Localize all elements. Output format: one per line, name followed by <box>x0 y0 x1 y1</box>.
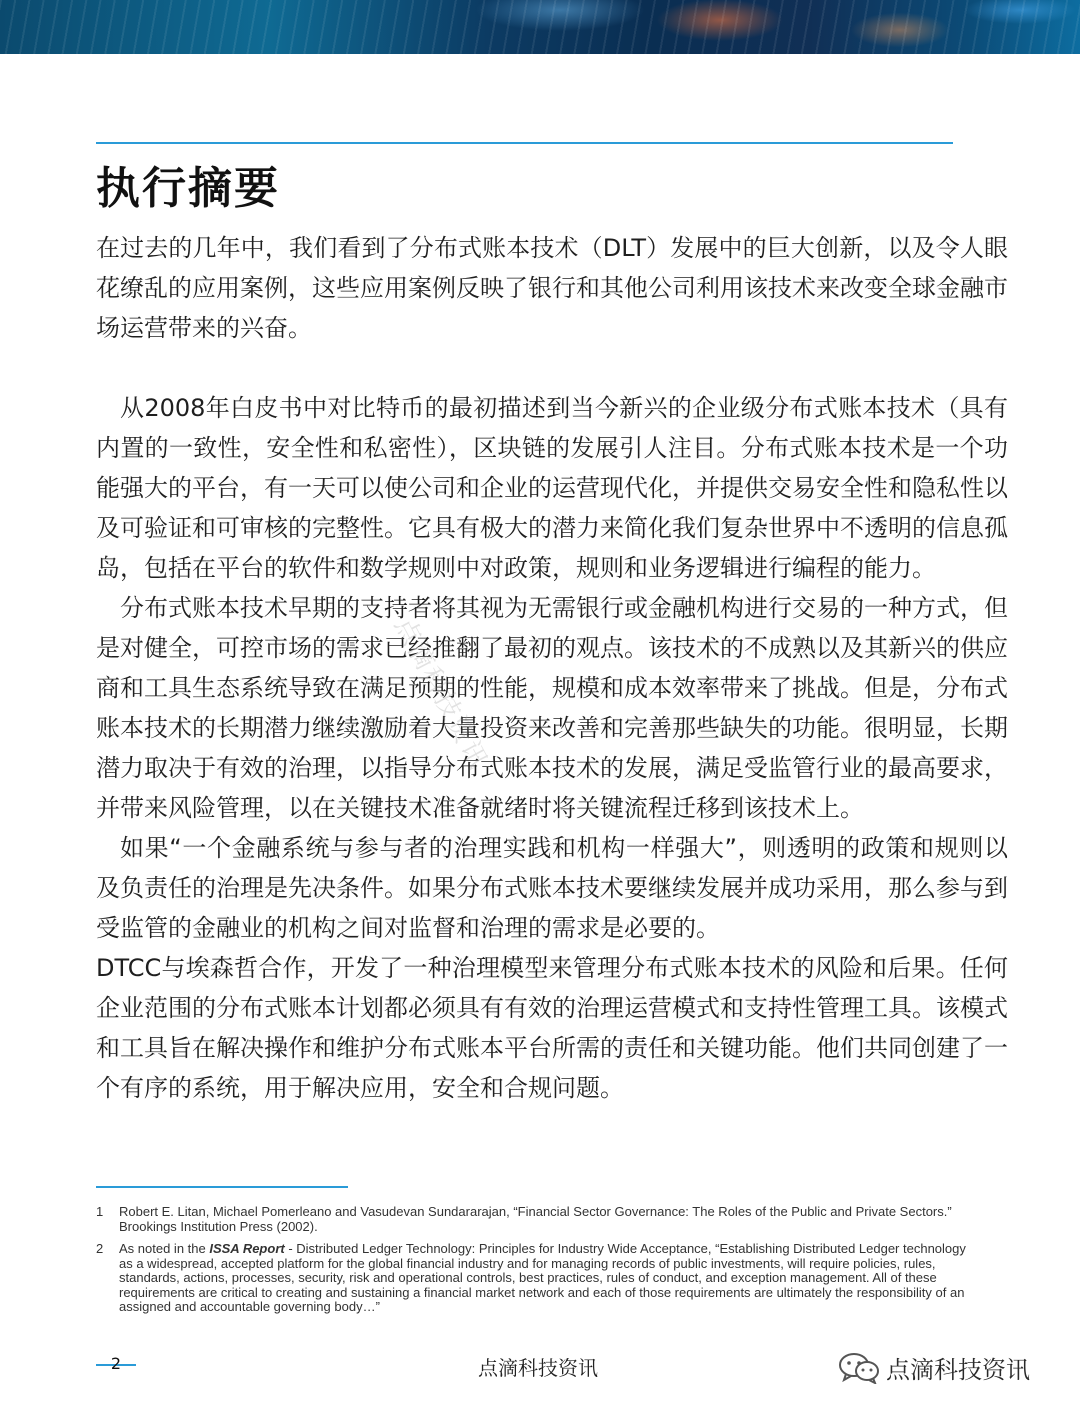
footnote-prefix: As noted in the <box>119 1241 210 1256</box>
footnote-number: 1 <box>96 1204 104 1219</box>
footnote-text: Robert E. Litan, Michael Pomerleano and Vasudevan Sundararajan, “Financial Sector Governance: The Roles of the Public and Private Sectors.” Brookings Institution Press (2002). <box>119 1204 952 1234</box>
footnote-report-title: ISSA Report <box>209 1241 285 1256</box>
paragraph-3: 分布式账本技术早期的支持者将其视为无需银行或金融机构进行交易的一种方式，但是对健全，可控市场的需求已经推翻了最初的观点。该技术的不成熟以及其新兴的供应商和工具生态系统导致在满足预期的性能，规模和成本效率带来了挑战。但是，分布式账本技术的长期潜力继续激励着大量投资来改善和完善那些缺失的功能。很明显，长期潜力取决于有效的治理，以指导分布式账本技术的发展，满足受监管行业的最高要求，并带来风险管理，以在关键技术准备就绪时将关键流程迁移到该技术上。 <box>96 594 1008 822</box>
footer-center-text: 点滴科技资讯 <box>478 1356 598 1380</box>
header-banner-image <box>0 0 1080 54</box>
paragraph-5: DTCC与埃森哲合作，开发了一种治理模型来管理分布式账本技术的风险和后果。任何企业范围的分布式账本计划都必须具有有效的治理运营模式和支持性管理工具。该模式和工具旨在解决操作和维护分布式账本平台所需的责任和关键功能。他们共同创建了一个有序的系统，用于解决应用，安全和合规问题。 <box>96 954 1008 1102</box>
page-title: 执行摘要 <box>96 163 280 214</box>
wechat-label: 点滴科技资讯 <box>886 1356 1030 1384</box>
paragraph-2: 从2008年白皮书中对比特币的最初描述到当今新兴的企业级分布式账本技术（具有内置的一致性，安全性和私密性），区块链的发展引人注目。分布式账本技术是一个功能强大的平台，有一天可以使公司和企业的运营现代化，并提供交易安全性和隐私性以及可验证和可审核的完整性。它具有极大的潜力来简化我们复杂世界中不透明的信息孤岛，包括在平台的软件和数学规则中对政策，规则和业务逻辑进行编程的能力。 <box>96 394 1008 582</box>
paragraph-4: 如果“一个金融系统与参与者的治理实践和机构一样强大”，则透明的政策和规则以及负责任的治理是先决条件。如果分布式账本技术要继续发展并成功采用，那么参与到受监管的金融业的机构之间对监督和治理的需求是必要的。 <box>96 834 1008 942</box>
footnote-2 <box>96 1242 980 1315</box>
footnote-1 <box>96 1205 980 1234</box>
footnote-number: 2 <box>96 1241 104 1256</box>
wechat-watermark <box>838 1350 1030 1385</box>
wechat-icon <box>838 1352 880 1384</box>
paragraph-1: 在过去的几年中，我们看到了分布式账本技术（DLT）发展中的巨大创新，以及令人眼花缭乱的应用案例，这些应用案例反映了银行和其他公司利用该技术来改变全球金融市场运营带来的兴奋。 <box>96 234 1008 342</box>
footnote-rest: - Distributed Ledger Technology: Principles for Industry Wide Acceptance, “Establishing Distributed Ledger technology as a widespread, accepted platform for the global financial industry and for managing records of public investments, will require policies, rules, standards, actions, processes, security, risk and operational controls, best practices, rules of conduct, and exception management. All of these requirements are critical to creating and sustaining a financial market network and each of those requirements are ultimately the responsibility of an assigned and accountable governing body…” <box>119 1241 966 1314</box>
title-rule <box>96 142 953 144</box>
footnotes <box>96 1205 980 1323</box>
watermark: 点滴科技资讯 <box>388 612 494 776</box>
footnote-text <box>119 1242 980 1315</box>
body-text <box>96 228 1008 1108</box>
page-number: 2 <box>96 1354 136 1373</box>
footnote-rule <box>96 1186 348 1188</box>
